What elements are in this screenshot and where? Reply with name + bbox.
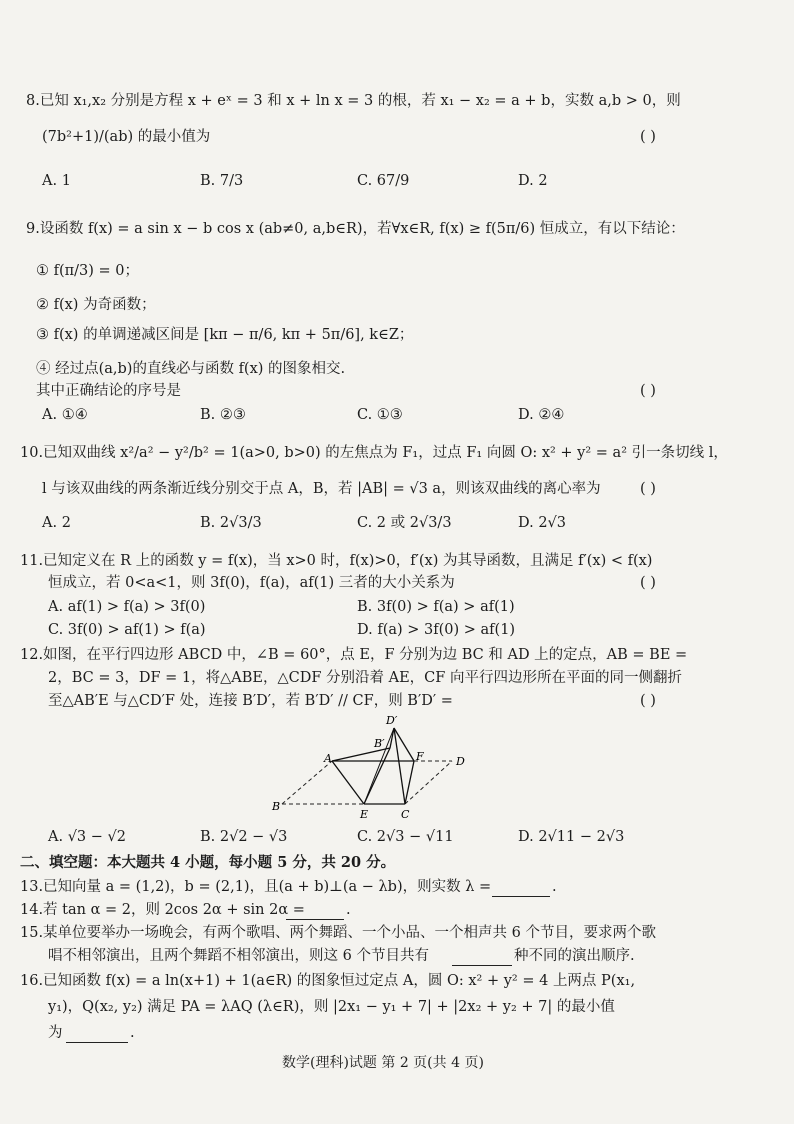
q12-answer-paren: ( ) <box>640 693 656 709</box>
q15-line2a: 唱不相邻演出，且两个舞蹈不相邻演出，则这 6 个节目共有 <box>48 948 429 964</box>
q12-line1: 12.如图，在平行四边形 ABCD 中，∠B = 60°，点 E，F 分别为边 BC 和 AD 上的定点，AB = BE = <box>20 647 688 663</box>
q11-option-b: B. 3f(0) > f(a) > af(1) <box>357 599 515 615</box>
q10-option-a: A. 2 <box>42 515 71 531</box>
label-e: E <box>360 808 369 821</box>
q14-text: 14.若 tan α = 2，则 2cos 2α + sin 2α = <box>20 902 305 918</box>
label-a: A <box>324 752 332 765</box>
q9-statement-4: ④ 经过点(a,b)的直线必与函数 f(x) 的图象相交. <box>36 361 346 377</box>
edge-ae <box>332 761 364 804</box>
label-b-prime: B′ <box>374 737 385 750</box>
q10-line2: l 与该双曲线的两条渐近线分别交于点 A，B，若 |AB| = √3 a，则该双曲线的离心率为 <box>42 481 601 497</box>
q11-line2: 恒成立，若 0<a<1，则 3f(0)，f(a)，af(1) 三者的大小关系为 <box>48 575 455 591</box>
q9-statement-2: ② f(x) 为奇函数； <box>36 297 156 313</box>
q9-option-a: A. ①④ <box>42 407 88 423</box>
q13-text: 13.已知向量 a = (1,2)，b = (2,1)，且(a + b)⊥(a − λb)，则实数 λ = <box>20 879 492 895</box>
label-f: F <box>416 750 424 763</box>
q14-answer-blank[interactable] <box>286 901 344 920</box>
label-b: B <box>272 800 281 813</box>
q13-tail: . <box>552 879 557 895</box>
q16-answer-blank[interactable] <box>66 1024 128 1043</box>
q10-answer-paren: ( ) <box>640 481 656 497</box>
q10-option-c: C. 2 或 2√3/3 <box>357 515 452 531</box>
edge-eb-prime <box>364 748 390 804</box>
page-footer: 数学(理科)试题 第 2 页(共 4 页) <box>282 1055 484 1071</box>
label-d: D <box>456 755 465 768</box>
q8-line2: (7b²+1)/(ab) 的最小值为 <box>42 129 211 145</box>
q12-line3: 至△AB′E 与△CD′F 处，连接 B′D′，若 B′D′ // CF，则 B′D′ = <box>48 693 453 709</box>
q16-line1: 16.已知函数 f(x) = a ln(x+1) + 1(a∈R) 的图象恒过定点 A，圆 O: x² + y² = 4 上两点 P(x₁, <box>20 973 636 989</box>
q11-option-a: A. af(1) > f(a) > 3f(0) <box>48 599 206 615</box>
q13-answer-blank[interactable] <box>492 878 550 897</box>
section2-heading: 二、填空题：本大题共 4 小题，每小题 5 分，共 20 分。 <box>20 854 396 871</box>
q12-option-c: C. 2√3 − √11 <box>357 829 454 845</box>
q16-line2: y₁)，Q(x₂, y₂) 满足 PA = λAQ (λ∈R)，则 |2x₁ − y₁ + 7| + |2x₂ + y₂ + 7| 的最小值 <box>48 999 615 1015</box>
edge-b-prime-d-prime <box>390 728 394 748</box>
q9-line1: 9.设函数 f(x) = a sin x − b cos x (ab≠0, a,b∈R)，若∀x∈R, f(x) ≥ f(5π/6) 恒成立，有以下结论： <box>26 221 685 237</box>
q16-tail: . <box>130 1025 135 1041</box>
q10-line1: 10.已知双曲线 x²/a² − y²/b² = 1(a>0, b>0) 的左焦点为 F₁，过点 F₁ 向圆 O: x² + y² = a² 引一条切线 l， <box>20 445 728 461</box>
q8-option-a: A. 1 <box>42 173 71 189</box>
q8-line1: 8.已知 x₁,x₂ 分别是方程 x + eˣ = 3 和 x + ln x = 3 的根，若 x₁ − x₂ = a + b，实数 a,b > 0，则 <box>26 93 681 109</box>
q11-option-c: C. 3f(0) > af(1) > f(a) <box>48 622 206 638</box>
q9-answer-paren: ( ) <box>640 383 656 399</box>
q10-option-b: B. 2√3/3 <box>200 515 262 531</box>
q15-line2b: 种不同的演出顺序. <box>514 948 635 964</box>
q15-line1: 15.某单位要举办一场晚会，有两个歌唱、两个舞蹈、一个小品、一个相声共 6 个节目，要求两个歌 <box>20 925 656 941</box>
q15-answer-blank[interactable] <box>452 947 512 966</box>
q9-option-c: C. ①③ <box>357 407 403 423</box>
q16-line3: 为 <box>48 1025 63 1041</box>
q12-option-d: D. 2√11 − 2√3 <box>518 829 625 845</box>
q11-line1: 11.已知定义在 R 上的函数 y = f(x)，当 x>0 时，f(x)>0，f′(x) 为其导函数，且满足 f′(x) < f(x) <box>20 553 653 569</box>
label-c: C <box>401 808 410 821</box>
q9-ask: 其中正确结论的序号是 <box>36 383 181 399</box>
q8-answer-paren: ( ) <box>640 129 656 145</box>
q11-option-d: D. f(a) > 3f(0) > af(1) <box>357 622 516 638</box>
q9-option-b: B. ②③ <box>200 407 246 423</box>
q9-statement-1: ① f(π/3) = 0； <box>36 263 140 279</box>
q14-tail: . <box>346 902 351 918</box>
q8-option-c: C. 67/9 <box>357 173 410 189</box>
label-d-prime: D′ <box>386 714 398 727</box>
q9-statement-3: ③ f(x) 的单调递减区间是 [kπ − π/6, kπ + 5π/6], k∈Z； <box>36 327 414 343</box>
edge-d-prime-c <box>394 728 405 804</box>
q8-option-b: B. 7/3 <box>200 173 244 189</box>
q9-option-d: D. ②④ <box>518 407 565 423</box>
q11-answer-paren: ( ) <box>640 575 656 591</box>
edge-ba <box>282 761 332 804</box>
q12-line2: 2，BC = 3，DF = 1，将△ABE，△CDF 分别沿着 AE，CF 向平行四边形所在平面的同一侧翻折 <box>48 670 682 686</box>
q10-option-d: D. 2√3 <box>518 515 567 531</box>
q12-option-a: A. √3 − √2 <box>48 829 126 845</box>
q8-option-d: D. 2 <box>518 173 548 189</box>
q12-option-b: B. 2√2 − √3 <box>200 829 288 845</box>
